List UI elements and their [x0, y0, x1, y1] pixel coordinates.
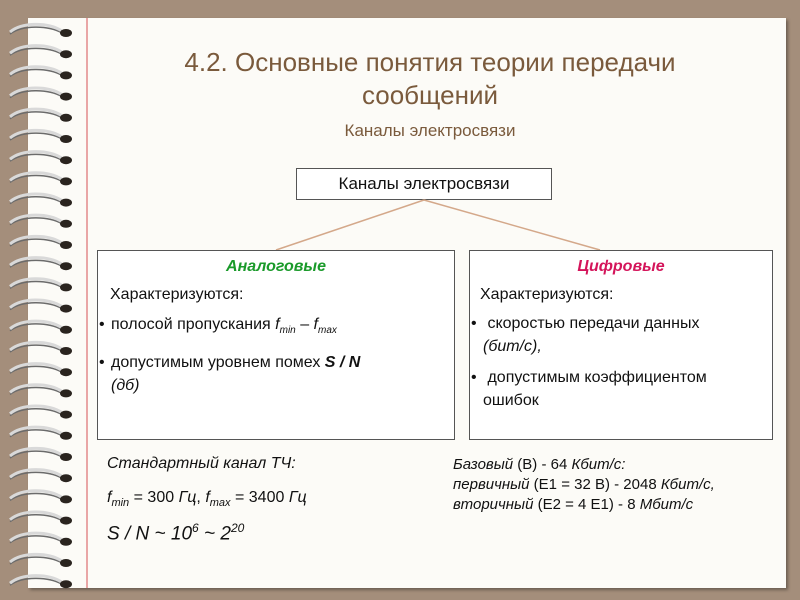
spiral-ring: [10, 109, 72, 122]
freq-unit2: Гц: [288, 489, 307, 506]
digital-item2-text2: ошибок: [483, 392, 539, 409]
notes-right-line-2: [453, 475, 783, 495]
digital-item-rate: [470, 312, 772, 358]
channels-root-box: Каналы электросвязи: [296, 168, 552, 200]
nr-l1-a: Базовый: [453, 456, 514, 473]
analog-item-bandwidth: [98, 313, 454, 342]
spiral-ring: [10, 427, 72, 440]
sn-sup2: 20: [230, 521, 245, 536]
spiral-ring: [10, 470, 72, 483]
analog-item1-dash: –: [295, 316, 314, 333]
spiral-ring: [10, 364, 72, 377]
freq-f2: f: [205, 489, 210, 506]
freq-f1: f: [107, 489, 112, 506]
spiral-ring: [10, 173, 72, 186]
analog-item-noise: [98, 351, 454, 397]
nr-l1-b: (В) - 64: [513, 456, 572, 473]
slide-subtitle: Каналы электросвязи: [344, 121, 516, 140]
standard-channel-notes: [107, 455, 427, 546]
notes-left-heading: Стандартный канал ТЧ:: [107, 455, 296, 472]
sn-sup1: 6: [192, 521, 199, 536]
analog-item1-sub1: min: [279, 325, 296, 337]
analog-item1-f1: f: [275, 316, 280, 333]
spiral-ring: [10, 279, 72, 292]
nr-l2-b: (Е1 = 32 В) - 2048: [529, 476, 661, 493]
spiral-ring: [10, 533, 72, 546]
spiral-ring: [10, 152, 72, 165]
spiral-ring: [10, 236, 72, 249]
spiral-ring: [10, 406, 72, 419]
nr-l3-a: вторичный: [453, 496, 534, 513]
analog-title: Аналоговые: [226, 258, 326, 275]
digital-item1-unit: (бит/с),: [483, 338, 542, 355]
slide-title: [120, 46, 740, 112]
analog-item1-f2: f: [313, 316, 318, 333]
spiral-ring: [10, 342, 72, 355]
freq-unit1: Гц: [178, 489, 197, 506]
nr-l3-b: (Е2 = 4 Е1) - 8: [533, 496, 640, 513]
analog-item1-sub2: max: [318, 325, 337, 337]
spiral-binding-icon: [0, 0, 80, 600]
analog-box: [97, 250, 455, 440]
sn-prefix: S / N ~ 10: [107, 523, 193, 545]
nr-l1-c: Кбит/с:: [571, 456, 626, 473]
nr-l2-c: Кбит/с,: [660, 476, 715, 493]
spiral-ring: [10, 576, 72, 589]
analog-item1-text: полосой пропускания: [111, 316, 276, 333]
margin-line: [86, 18, 88, 588]
spiral-ring: [10, 554, 72, 567]
digital-item1-text: скоростью передачи данных: [487, 315, 700, 332]
digital-item-errors: [470, 366, 772, 412]
spiral-ring: [10, 448, 72, 461]
title-line-2: сообщений: [361, 80, 499, 110]
freq-eq2: = 3400: [230, 489, 289, 506]
digital-intro: Характеризуются:: [480, 286, 614, 303]
spiral-ring: [10, 491, 72, 504]
digital-hierarchy-notes: [453, 455, 783, 515]
nr-l2-a: первичный: [453, 476, 530, 493]
spiral-ring: [10, 512, 72, 525]
sn-mid: ~ 2: [198, 523, 231, 545]
spiral-ring: [10, 130, 72, 143]
title-line-1: 4.2. Основные понятия теории передачи: [184, 47, 676, 77]
spiral-ring: [10, 385, 72, 398]
freq-sub-min: min: [111, 497, 130, 510]
digital-box: [469, 250, 773, 440]
analog-item2-text: допустимым уровнем помех: [111, 354, 325, 372]
notes-right-line-3: [453, 495, 783, 515]
spiral-ring: [10, 258, 72, 271]
spiral-ring: [10, 194, 72, 207]
spiral-ring: [10, 24, 72, 37]
analog-item2-sn: S / N: [324, 354, 361, 372]
notes-left-sn: [107, 521, 427, 545]
analog-item2-unit: (дб): [111, 377, 140, 395]
spiral-ring: [10, 67, 72, 80]
analog-intro: Характеризуются:: [110, 286, 244, 303]
spiral-ring: [10, 46, 72, 59]
freq-comma: ,: [196, 489, 206, 506]
notes-left-frequencies: [107, 489, 427, 509]
freq-sub-max: max: [209, 497, 231, 510]
freq-eq1: = 300: [129, 489, 179, 506]
digital-title: Цифровые: [577, 258, 665, 275]
spiral-ring: [10, 300, 72, 313]
spiral-ring: [10, 88, 72, 101]
nr-l3-c: Мбит/с: [639, 496, 694, 513]
spiral-ring: [10, 321, 72, 334]
digital-item2-text: допустимым коэффициентом: [487, 369, 707, 386]
notes-right-line-1: [453, 455, 783, 475]
spiral-ring: [10, 215, 72, 228]
